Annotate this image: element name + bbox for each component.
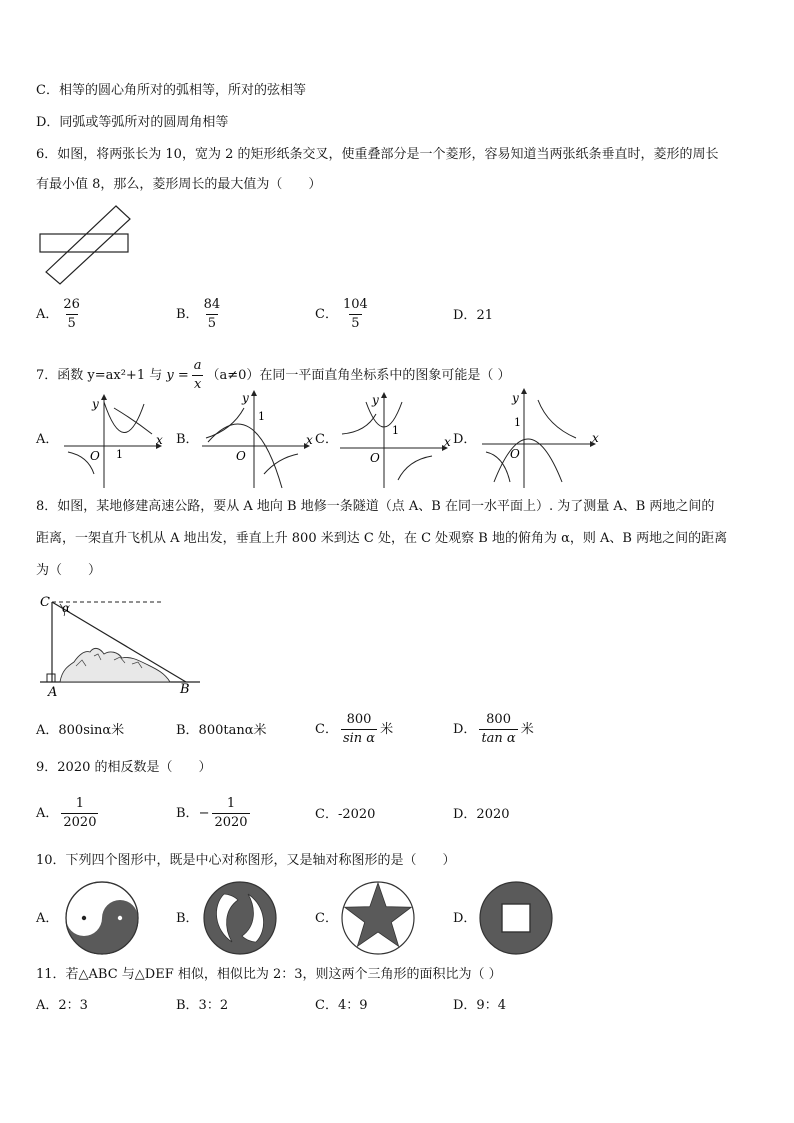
q6-figure-crossed-strips <box>36 200 136 286</box>
q11-option-d[interactable]: D．9：4 <box>453 998 506 1013</box>
square-hole-coin-icon[interactable] <box>478 880 554 956</box>
q11-option-b[interactable]: B．3：2 <box>176 998 229 1013</box>
q9-option-d[interactable]: D．2020 <box>453 807 510 822</box>
option-c-prev: C．相等的圆心角所对的弧相等，所对的弦相等 <box>36 83 306 98</box>
svg-text:x: x <box>444 435 451 449</box>
svg-text:O: O <box>236 449 246 463</box>
q7-graph-d[interactable] <box>478 386 602 492</box>
q10-option-b-label[interactable]: B． <box>176 911 199 926</box>
svg-text:1: 1 <box>514 416 521 429</box>
q8-option-d[interactable]: D． $\frac{800}{\text{tan α}}$ 米 <box>453 712 534 746</box>
q9-option-b[interactable]: B．− $\frac{1}{2020}$ <box>176 796 248 830</box>
q7-option-c-label[interactable]: C． <box>315 432 338 447</box>
svg-text:O: O <box>90 449 100 463</box>
svg-text:y: y <box>242 391 249 405</box>
svg-text:y: y <box>512 391 519 405</box>
q7-graph-c[interactable] <box>336 390 454 492</box>
svg-text:x: x <box>592 431 599 445</box>
q6-option-b[interactable]: B． $\frac{84}{5}$ <box>176 297 221 331</box>
q7-option-b-label[interactable]: B． <box>176 432 199 447</box>
q11-text: 11．若△ABC 与△DEF 相似，相似比为 2：3，则这两个三角形的面积比为（ ） <box>36 967 502 982</box>
q8-option-a[interactable]: A．800sinα米 <box>36 723 125 738</box>
q9-text: 9．2020 的相反数是（ ） <box>36 760 212 775</box>
svg-text:B: B <box>180 682 190 697</box>
q10-text: 10．下列四个图形中，既是中心对称图形，又是轴对称图形的是（ ） <box>36 853 456 868</box>
yin-yang-icon[interactable] <box>64 880 140 956</box>
q6-text-line1: 6．如图，将两张长为 10，宽为 2 的矩形纸条交叉，使重叠部分是一个菱形，容易知道当两张纸条垂直时，菱形的周长 <box>36 147 719 162</box>
star-in-circle-icon[interactable] <box>340 880 416 956</box>
svg-text:y: y <box>92 397 99 411</box>
q6-option-a[interactable]: A． $\frac{26}{5}$ <box>36 297 80 331</box>
q9-option-c[interactable]: C．-2020 <box>315 807 376 822</box>
svg-text:1: 1 <box>258 410 265 423</box>
q6-text-line2: 有最小值 8，那么，菱形周长的最大值为（ ） <box>36 177 322 192</box>
q8-text-line1: 8．如图，某地修建高速公路，要从 A 地向 B 地修一条隧道（点 A、B 在同一水平面上）. 为了测量 A、B 两地之间的 <box>36 499 715 514</box>
q7-option-a-label[interactable]: A． <box>36 432 59 447</box>
q7-text: 7．函数 y=ax²+1 与 y = $\frac{a}{x}$ （a≠0）在同一平面直角坐标系中的图象可能是（ ） <box>36 358 511 392</box>
q10-option-c-label[interactable]: C． <box>315 911 338 926</box>
q8-text-line3: 为（ ） <box>36 563 102 578</box>
q7-graph-a[interactable] <box>60 392 170 492</box>
q8-figure-helicopter-tunnel <box>36 590 216 698</box>
two-crescents-icon[interactable] <box>202 880 278 956</box>
q9-option-a[interactable]: A． $\frac{1}{2020}$ <box>36 796 97 830</box>
q10-option-a-label[interactable]: A． <box>36 911 59 926</box>
q10-option-d-label[interactable]: D． <box>453 911 477 926</box>
svg-text:1: 1 <box>392 424 399 437</box>
q11-option-c[interactable]: C．4：9 <box>315 998 368 1013</box>
q11-option-a[interactable]: A．2：3 <box>36 998 88 1013</box>
q8-option-b[interactable]: B．800tanα米 <box>176 723 267 738</box>
svg-text:O: O <box>370 451 380 465</box>
q8-option-c[interactable]: C． $\frac{800}{\text{sin α}}$ 米 <box>315 712 394 746</box>
svg-text:x: x <box>306 433 313 447</box>
svg-text:x: x <box>156 433 163 447</box>
q7-graph-b[interactable] <box>198 388 316 492</box>
svg-text:α: α <box>62 601 71 615</box>
option-d-prev: D．同弧或等弧所对的圆周角相等 <box>36 115 229 130</box>
svg-text:1: 1 <box>116 448 123 461</box>
svg-text:C: C <box>40 595 50 610</box>
svg-text:y: y <box>372 393 379 407</box>
q8-text-line2: 距离，一架直升飞机从 A 地出发，垂直上升 800 米到达 C 处，在 C 处观察 B 地的俯角为 α，则 A、B 两地之间的距离 <box>36 531 728 546</box>
q6-option-c[interactable]: C． $\frac{104}{5}$ <box>315 297 368 331</box>
q7-option-d-label[interactable]: D． <box>453 432 477 447</box>
svg-text:O: O <box>510 447 520 461</box>
q6-option-d[interactable]: D．21 <box>453 308 493 323</box>
svg-text:A: A <box>48 685 58 698</box>
